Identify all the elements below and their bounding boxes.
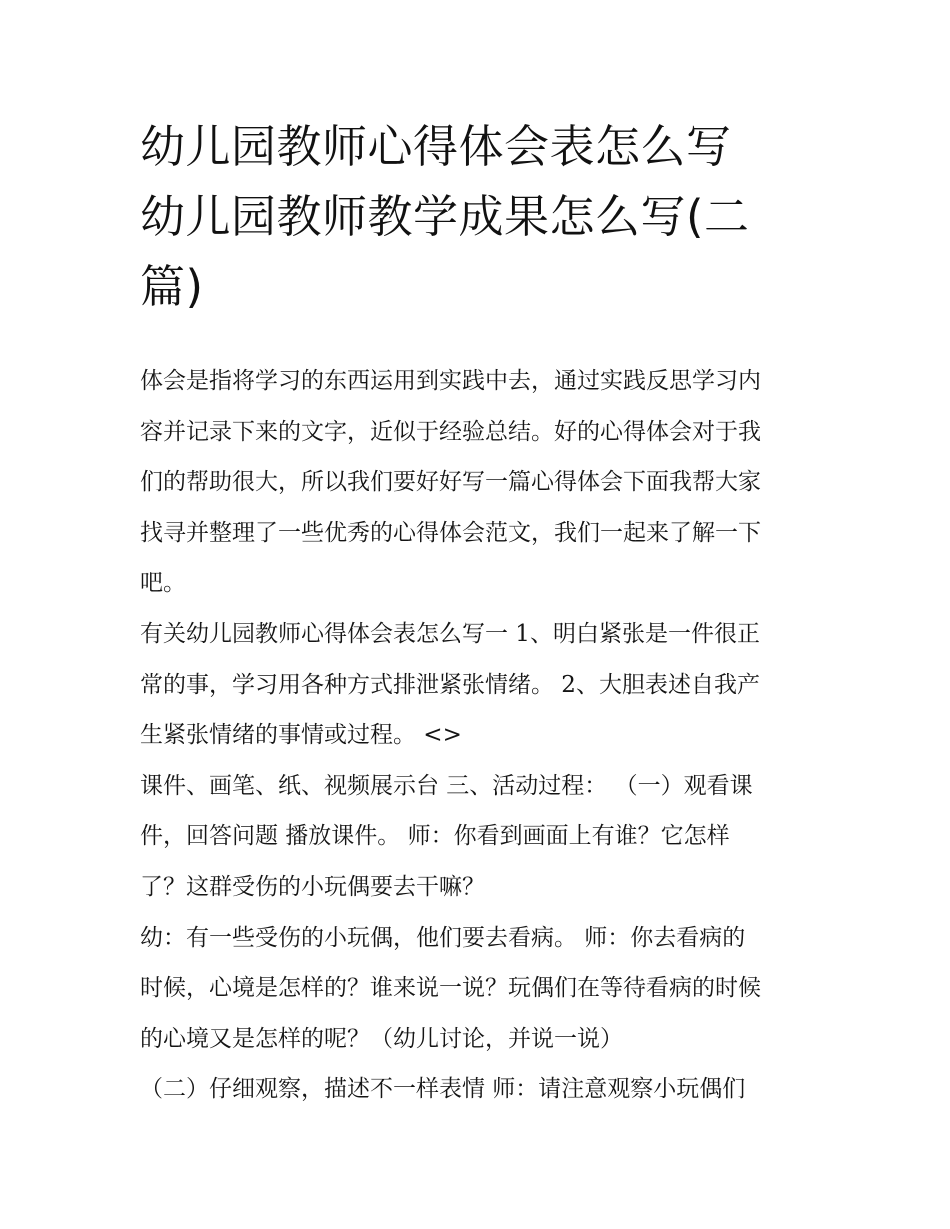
observation-paragraph [140,1064,820,1115]
text-line: 了？这群受伤的小玩偶要去干嘛？ [140,873,485,900]
text-line: 的心境又是怎样的呢？（幼儿讨论，并说一说） [140,1025,623,1052]
text-line: 幼：有一些受伤的小玩偶，他们要去看病。 师：你去看病的 [140,924,746,951]
text-line: （二）仔细观察，描述不一样表情 师：请注意观察小玩偶们 [140,1076,746,1103]
intro-paragraph [140,356,820,609]
title-line: 篇) [140,260,204,314]
document-body [140,356,820,1115]
text-line: 们的帮助很大，所以我们要好好写一篇心得体会下面我帮大家 [140,469,761,496]
materials-paragraph [140,761,820,913]
text-line: 容并记录下来的文字，近似于经验总结。好的心得体会对于我 [140,418,761,445]
text-line: 找寻并整理了一些优秀的心得体会范文，我们一起来了解一下 [140,519,761,546]
text-line: 有关幼儿园教师心得体会表怎么写一 1、明白紧张是一件很正 [140,620,760,647]
text-line: 体会是指将学习的东西运用到实践中去，通过实践反思学习内 [140,368,761,394]
dialogue-paragraph [140,913,820,1065]
text-line: 生紧张情绪的事情或过程。 <> [140,722,462,749]
title-line: 幼儿园教师心得体会表怎么写 [140,120,732,173]
goals-paragraph [140,609,820,761]
title-line: 幼儿园教师教学成果怎么写(二 [140,190,750,244]
text-line: 件，回答问题 播放课件。 师：你看到画面上有谁？它怎样 [140,823,730,850]
text-line: 时候，心境是怎样的？谁来说一说？玩偶们在等待看病的时候 [140,975,761,1002]
document-title [140,112,820,323]
text-line: 课件、画笔、纸、视频展示台 三、活动过程： （一）观看课 [140,772,753,799]
text-line: 常的事，学习用各种方式排泄紧张情绪。 2、大胆表述自我产 [140,671,760,698]
text-line: 吧。 [140,570,186,597]
